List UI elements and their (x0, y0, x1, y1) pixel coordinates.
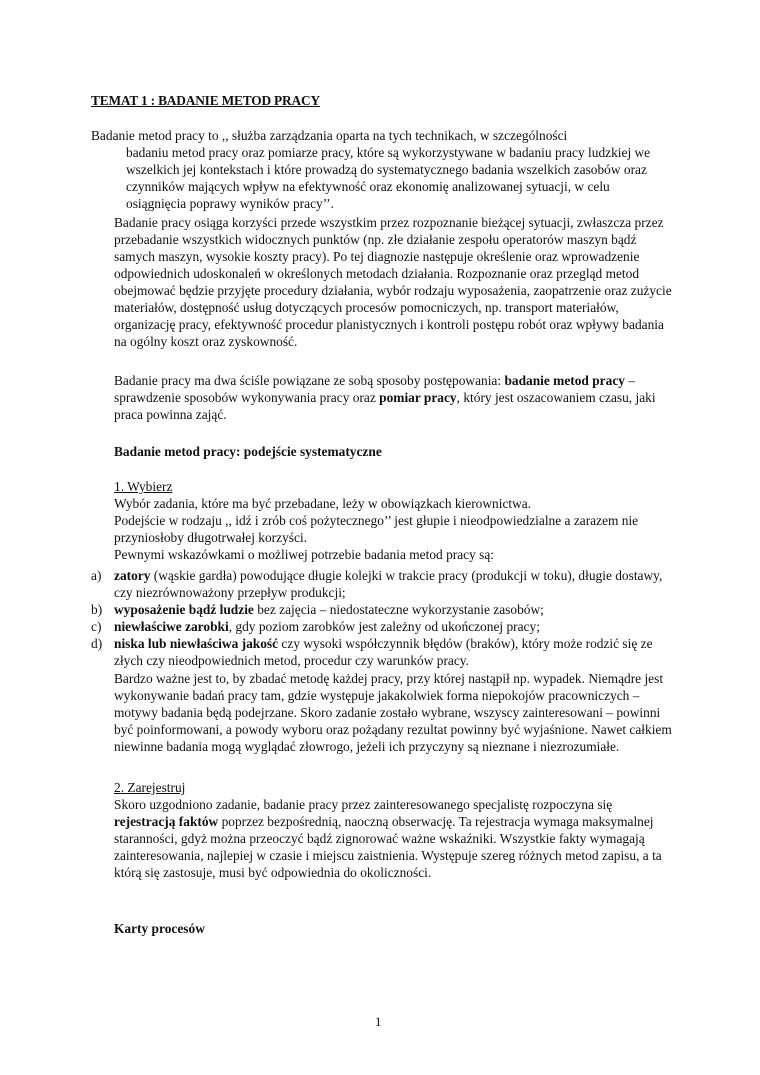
list-marker: a) (91, 568, 102, 583)
list-item (91, 635, 674, 669)
list-item-content (114, 567, 674, 601)
list-item-content (114, 601, 674, 618)
page-title: TEMAT 1 : BADANIE METOD PRACY (91, 93, 320, 108)
paragraph-two-methods (114, 372, 674, 423)
p2-bold-work-measurement: pomiar pracy (379, 390, 457, 405)
list-item-bold: zatory (114, 568, 151, 583)
step-record-text (114, 796, 674, 881)
list-item-bold: niska lub niewłaściwa jakość (114, 636, 279, 651)
heading-process-charts: Karty procesów (114, 921, 205, 936)
indicators-list (91, 567, 674, 669)
step-record (114, 779, 674, 881)
step-select (114, 478, 674, 563)
list-item (91, 567, 674, 601)
list-marker: b) (91, 602, 103, 617)
list-item-content (114, 635, 674, 669)
p2-bold-method-study: badanie metod pracy (504, 373, 625, 388)
page-number: 1 (375, 1014, 382, 1029)
step-select-line-3: Pewnymi wskazówkami o możliwej potrzebie badania metod pracy są: (114, 547, 495, 562)
list-item-bold: niewłaściwe zarobki (114, 619, 229, 634)
list-item-content (114, 618, 674, 635)
list-item-text: bez zajęcia – niedostateczne wykorzystanie zasobów; (253, 602, 544, 617)
list-item (91, 601, 674, 618)
step-select-line-1: Wybór zadania, które ma być przebadane, leży w obowiązkach kierownictwa. (114, 496, 532, 511)
step-record-text-c: poprzez bezpośrednią, naoczną obserwację. Ta rejestracja wymaga maksymalnej staranności, gdyż można przeoczyć bądź zignorować ważne wskaźniki. Wszystkie fakty wymagają zainteresowania, najlepiej w czasie i miejscu zaistnienia. Występuje szereg różnych metod zapisu, a ta którą się zastosuje, musi być odpowiednia do okoliczności. (114, 814, 662, 880)
step-record-text-a: Skoro uzgodniono zadanie, badanie pracy przez zainteresowanego specjalistę rozpoczyna się (114, 797, 613, 812)
step-select-label: 1. Wybierz (114, 479, 173, 494)
list-marker: d) (91, 636, 103, 651)
list-item-text: (wąskie gardła) powodujące długie kolejki w trakcie pracy (produkcji w toku), długie dostawy, czy niezrównoważony przepływ produkcji; (114, 568, 663, 600)
paragraph-benefits: Badanie pracy osiąga korzyści przede wszystkim przez rozpoznanie bieżącej sytuacji, zwłaszcza przez przebadanie wszystkich widocznych punktów (np. złe działanie zespołu operatorów maszyn bądź samych maszyn, wysokie koszty pracy). Po tej diagnozie następuje określenie oraz wprowadzenie odpowiednich udoskonaleń w określonych metodach działania. Rozpoznanie oraz przegląd metod obejmować będzie przyjęte procedury działania, wybór rodzaju wyposażenia, zaopatrzenie oraz zużycie materiałów, dostępność usług dotyczących procesów pomocniczych, np. transport materiałów, organizację pracy, efektywność procedur planistycznych i kontroli postępu robót oraz wpływy badania na ogólny koszt oraz zyskowność. (114, 215, 672, 349)
p2-text-c: – sprawdzenie sposobów wykonywania pracy oraz (114, 373, 636, 405)
step-record-bold: rejestracją faktów (114, 814, 219, 829)
list-item-text: , gdy poziom zarobków jest zależny od ukończonej pracy; (228, 619, 540, 634)
intro-paragraph (91, 127, 671, 212)
list-item-text: czy wysoki współczynnik błędów (braków), który może rodzić się ze złych czy nieodpowiednich metod, procedur czy warunków pracy. (114, 636, 653, 668)
step-record-label: 2. Zarejestruj (114, 780, 186, 795)
p2-text-d: , który jest oszacowaniem czasu, jaki praca powinna zająć. (114, 390, 656, 422)
step-select-line-2: Podejście w rodzaju ,, idź i zrób coś pożytecznego’’ jest głupie i nieodpowiedzialne a zarazem nie przyniosłoby długotrwałej korzyści. (114, 513, 639, 545)
heading-systematic-approach: Badanie metod pracy: podejście systematyczne (114, 444, 382, 459)
intro-rest: badaniu metod pracy oraz pomiarze pracy, które są wykorzystywane w badaniu pracy ludzkiej we wszelkich jej kontekstach i które prowadzą do systematycznego badania wszelkich zasobów oraz czynników mających wpływ na efektywność oraz ekonomię analizowanej sytuacji, w celu osiągnięcia poprawy wyników pracy’’. (126, 145, 651, 211)
list-item-bold: wyposażenie bądź ludzie (114, 602, 254, 617)
p2-text-a: Badanie pracy ma dwa ściśle powiązane ze sobą sposoby postępowania: (114, 373, 505, 388)
intro-lead: Badanie metod pracy to ,, służba zarządzania oparta na tych technikach, w szczególności (91, 128, 568, 143)
list-item (91, 618, 674, 635)
list-marker: c) (91, 619, 102, 634)
paragraph-after-list: Bardzo ważne jest to, by zbadać metodę każdej pracy, przy której nastąpił np. wypadek. Niemądre jest wykonywanie badań pracy tam, gdzie występuje jakakolwiek forma niepokojów pracowniczych – motywy badania będą podejrzane. Skoro zadanie zostało wybrane, wszyscy zainteresowani – powinni być poinformowani, a powody wyboru oraz pożądany rezultat powinny być wyjaśnione. Nawet całkiem niewinne badania mogą wyglądać złowrogo, jeżeli ich przyczyny są nieznane i niezrozumiałe. (114, 671, 672, 754)
